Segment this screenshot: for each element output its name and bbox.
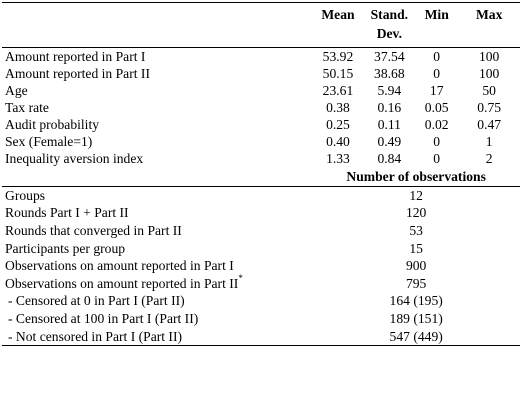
row-value: 120 [405, 205, 427, 221]
observations-header: Number of observations [346, 168, 486, 184]
row-label: Amount reported in Part II [5, 65, 150, 81]
row-sd: 0.11 [377, 116, 401, 132]
header-max-2 [458, 24, 520, 48]
row-max: 100 [478, 65, 500, 81]
row-label: Age [5, 82, 28, 98]
row-value: 15 [409, 240, 423, 256]
header-label-cell [2, 3, 312, 25]
row-sd: 0.84 [377, 150, 402, 166]
table-row [2, 65, 520, 82]
row-min: 17 [429, 82, 444, 98]
row-max: 50 [482, 82, 496, 98]
row-label: Sex (Female=1) [5, 133, 93, 149]
header-sd-line2: Dev. [376, 26, 402, 41]
table-row [2, 48, 520, 66]
row-max: 100 [458, 48, 520, 66]
row-sd: 38.68 [374, 65, 405, 81]
row-min: 0 [433, 133, 441, 149]
row-label: Observations on amount reported in Part II [5, 275, 239, 291]
row-label: Participants per group [5, 240, 126, 256]
observations-header-row [2, 167, 520, 187]
row-mean: 23.61 [322, 82, 354, 98]
header-sd: Stand. [364, 3, 415, 25]
row-value: 795 [405, 275, 427, 291]
table-row [2, 187, 520, 205]
table-row [2, 240, 520, 258]
header-mean-2 [312, 24, 363, 48]
row-max: 2 [485, 150, 493, 166]
row-mean: 0.40 [326, 133, 350, 149]
row-label: - Censored at 0 in Part I (Part II) [8, 293, 185, 309]
row-min: 0 [433, 65, 441, 81]
row-mean: 53.92 [312, 48, 363, 66]
row-mean: 0.25 [326, 116, 350, 132]
row-sd: 0.49 [377, 133, 402, 149]
table-row [2, 275, 520, 293]
row-label-cell [2, 275, 312, 293]
row-sd: 37.54 [364, 48, 415, 66]
table-row [2, 222, 520, 240]
row-label: Tax rate [5, 99, 49, 115]
row-value: 547 (449) [312, 328, 520, 346]
row-label: Observations on amount reported in Part I [5, 258, 234, 274]
row-label: - Not censored in Part I (Part II) [2, 328, 312, 346]
observations-header-label-cell [2, 167, 312, 187]
header-label-cell-2 [2, 24, 312, 48]
table-row [2, 293, 520, 311]
row-value: 12 [312, 187, 520, 205]
row-label: Inequality aversion index [5, 150, 144, 166]
summary-statistics-table [2, 2, 520, 346]
table-row [2, 205, 520, 223]
row-label: - Censored at 100 in Part I (Part II) [8, 310, 199, 326]
row-label: Amount reported in Part I [2, 48, 312, 66]
row-mean: 50.15 [322, 65, 354, 81]
table-row [2, 328, 520, 346]
table-row [2, 257, 520, 275]
row-mean: 0.38 [326, 99, 350, 115]
table-row [2, 116, 520, 133]
row-min: 0 [433, 150, 441, 166]
header-min-2 [415, 24, 458, 48]
row-value: 164 (195) [389, 293, 443, 309]
row-mean: 1.33 [326, 150, 350, 166]
header-min: Min [415, 3, 458, 25]
table-row [2, 82, 520, 99]
row-sd: 5.94 [377, 82, 402, 98]
row-max: 0.47 [477, 116, 502, 132]
header-row-2 [2, 24, 520, 48]
header-row [2, 3, 520, 25]
row-value: 900 [405, 258, 427, 274]
header-mean: Mean [312, 3, 363, 25]
header-max: Max [458, 3, 520, 25]
table-row [2, 150, 520, 167]
row-max: 1 [485, 133, 493, 149]
row-sd: 0.16 [377, 99, 402, 115]
table-row [2, 133, 520, 150]
row-min: 0.05 [424, 99, 449, 115]
row-min: 0.02 [424, 116, 449, 132]
row-max: 0.75 [477, 99, 502, 115]
row-min: 0 [415, 48, 458, 66]
row-label: Rounds that converged in Part II [5, 222, 182, 238]
row-value: 189 (151) [389, 310, 443, 326]
table-row [2, 310, 520, 328]
row-label: Groups [2, 187, 312, 205]
row-label: Audit probability [5, 116, 100, 132]
row-label: Rounds Part I + Part II [5, 205, 129, 221]
footnote-marker: * [238, 273, 243, 284]
row-value: 53 [409, 222, 423, 238]
table-row [2, 99, 520, 116]
